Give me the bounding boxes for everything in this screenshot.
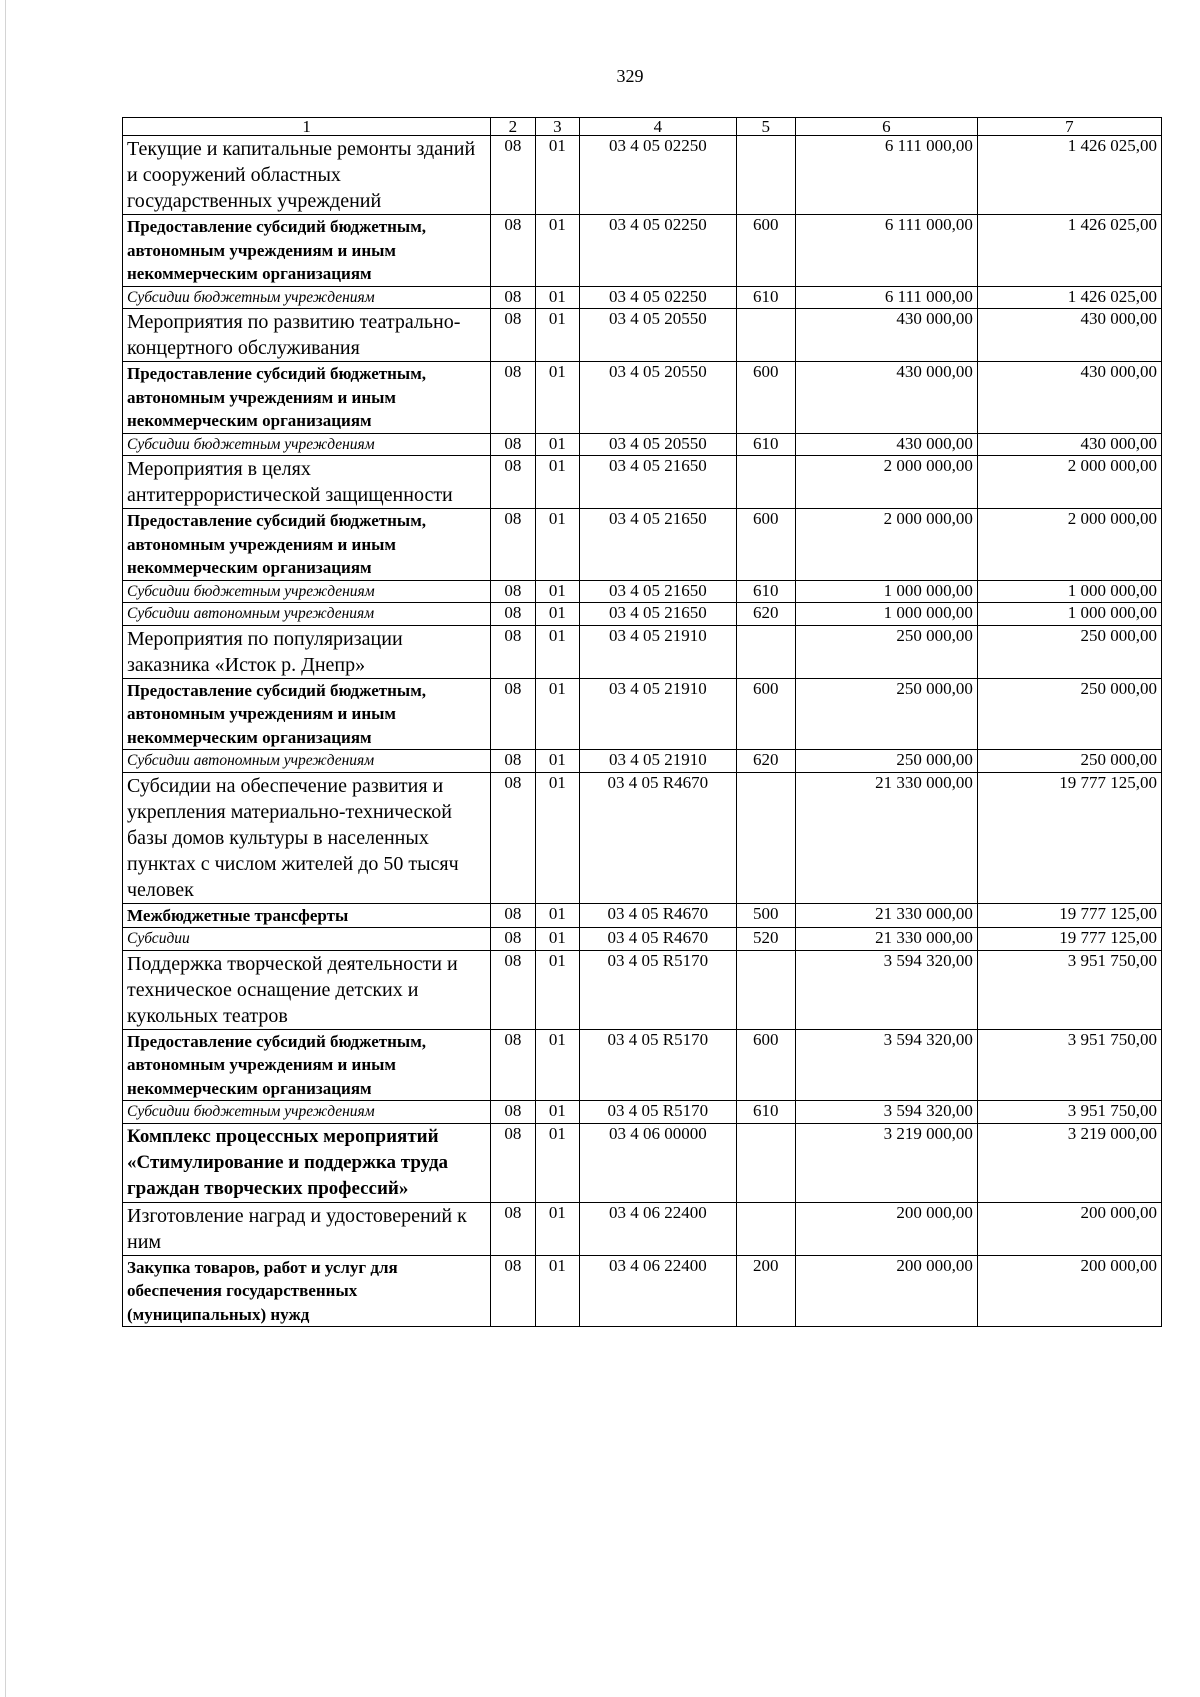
row-name-cell: Мероприятия в целях антитеррористической защищенности bbox=[123, 456, 491, 509]
expense-type-cell: 600 bbox=[736, 215, 795, 287]
expense-type-cell: 500 bbox=[736, 903, 795, 928]
amount-year-1-cell: 1 000 000,00 bbox=[795, 580, 977, 603]
table-row bbox=[123, 215, 1162, 287]
target-article-cell: 03 4 05 21650 bbox=[580, 603, 737, 626]
target-article-cell: 03 4 05 02250 bbox=[580, 136, 737, 215]
page-number: 329 bbox=[616, 66, 644, 86]
amount-year-1-cell: 21 330 000,00 bbox=[795, 772, 977, 903]
expense-type-cell: 600 bbox=[736, 362, 795, 434]
table-row bbox=[123, 603, 1162, 626]
row-name-cell: Комплекс процессных мероприятий «Стимулирование и поддержка труда граждан творческих профессий» bbox=[123, 1123, 491, 1202]
expense-type-cell bbox=[736, 772, 795, 903]
subsection-cell: 01 bbox=[535, 625, 579, 678]
target-article-cell: 03 4 05 R4670 bbox=[580, 928, 737, 951]
subsection-cell: 01 bbox=[535, 433, 579, 456]
row-name-cell: Изготовление наград и удостоверений к ним bbox=[123, 1202, 491, 1255]
amount-year-1-cell: 3 594 320,00 bbox=[795, 950, 977, 1029]
expense-type-cell: 610 bbox=[736, 1101, 795, 1124]
target-article-cell: 03 4 05 20550 bbox=[580, 362, 737, 434]
expense-type-cell bbox=[736, 1123, 795, 1202]
table-row bbox=[123, 928, 1162, 951]
amount-year-1-cell: 1 000 000,00 bbox=[795, 603, 977, 626]
section-cell: 08 bbox=[491, 928, 535, 951]
row-name-cell: Поддержка творческой деятельности и техническое оснащение детских и кукольных театров bbox=[123, 950, 491, 1029]
subsection-cell: 01 bbox=[535, 362, 579, 434]
expense-type-cell: 610 bbox=[736, 286, 795, 309]
target-article-cell: 03 4 05 R5170 bbox=[580, 1029, 737, 1101]
row-name-cell: Мероприятия по популяризации заказника «Исток р. Днепр» bbox=[123, 625, 491, 678]
amount-year-1-cell: 430 000,00 bbox=[795, 433, 977, 456]
amount-year-2-cell: 3 951 750,00 bbox=[977, 950, 1161, 1029]
expense-type-cell: 620 bbox=[736, 603, 795, 626]
expense-type-cell: 610 bbox=[736, 433, 795, 456]
expense-type-cell: 600 bbox=[736, 1029, 795, 1101]
amount-year-2-cell: 1 000 000,00 bbox=[977, 603, 1161, 626]
amount-year-2-cell: 1 426 025,00 bbox=[977, 215, 1161, 287]
column-header: 5 bbox=[736, 118, 795, 136]
subsection-cell: 01 bbox=[535, 309, 579, 362]
amount-year-1-cell: 250 000,00 bbox=[795, 750, 977, 773]
subsection-cell: 01 bbox=[535, 678, 579, 750]
target-article-cell: 03 4 06 00000 bbox=[580, 1123, 737, 1202]
target-article-cell: 03 4 05 21650 bbox=[580, 509, 737, 581]
table-row bbox=[123, 580, 1162, 603]
amount-year-2-cell: 1 426 025,00 bbox=[977, 136, 1161, 215]
column-header: 3 bbox=[535, 118, 579, 136]
table-row bbox=[123, 678, 1162, 750]
target-article-cell: 03 4 05 20550 bbox=[580, 433, 737, 456]
amount-year-1-cell: 430 000,00 bbox=[795, 309, 977, 362]
amount-year-1-cell: 250 000,00 bbox=[795, 625, 977, 678]
amount-year-2-cell: 200 000,00 bbox=[977, 1255, 1161, 1327]
expense-type-cell: 600 bbox=[736, 678, 795, 750]
table-row bbox=[123, 362, 1162, 434]
row-name-cell: Субсидии бюджетным учреждениям bbox=[123, 580, 491, 603]
expense-type-cell: 520 bbox=[736, 928, 795, 951]
column-header: 1 bbox=[123, 118, 491, 136]
target-article-cell: 03 4 05 R4670 bbox=[580, 903, 737, 928]
amount-year-2-cell: 200 000,00 bbox=[977, 1202, 1161, 1255]
subsection-cell: 01 bbox=[535, 136, 579, 215]
amount-year-1-cell: 3 594 320,00 bbox=[795, 1029, 977, 1101]
section-cell: 08 bbox=[491, 433, 535, 456]
target-article-cell: 03 4 05 02250 bbox=[580, 286, 737, 309]
target-article-cell: 03 4 05 R5170 bbox=[580, 950, 737, 1029]
subsection-cell: 01 bbox=[535, 1255, 579, 1327]
table-row bbox=[123, 1123, 1162, 1202]
section-cell: 08 bbox=[491, 509, 535, 581]
table-row bbox=[123, 136, 1162, 215]
expense-type-cell bbox=[736, 950, 795, 1029]
row-name-cell: Субсидии автономным учреждениям bbox=[123, 750, 491, 773]
target-article-cell: 03 4 05 21910 bbox=[580, 750, 737, 773]
amount-year-1-cell: 6 111 000,00 bbox=[795, 286, 977, 309]
amount-year-2-cell: 19 777 125,00 bbox=[977, 772, 1161, 903]
table-row bbox=[123, 950, 1162, 1029]
subsection-cell: 01 bbox=[535, 750, 579, 773]
row-name-cell: Мероприятия по развитию театрально-концертного обслуживания bbox=[123, 309, 491, 362]
budget-table bbox=[122, 117, 1162, 1327]
row-name-cell: Субсидии автономным учреждениям bbox=[123, 603, 491, 626]
table-row bbox=[123, 456, 1162, 509]
section-cell: 08 bbox=[491, 309, 535, 362]
amount-year-2-cell: 19 777 125,00 bbox=[977, 928, 1161, 951]
column-header: 6 bbox=[795, 118, 977, 136]
row-name-cell: Закупка товаров, работ и услуг для обеспечения государственных (муниципальных) нужд bbox=[123, 1255, 491, 1327]
subsection-cell: 01 bbox=[535, 580, 579, 603]
expense-type-cell: 600 bbox=[736, 509, 795, 581]
table-row bbox=[123, 1101, 1162, 1124]
row-name-cell: Субсидии на обеспечение развития и укрепления материально-технической базы домов культуры в населенных пунктах с числом жителей до 50 тысяч человек bbox=[123, 772, 491, 903]
row-name-cell: Текущие и капитальные ремонты зданий и сооружений областных государственных учреждений bbox=[123, 136, 491, 215]
section-cell: 08 bbox=[491, 1123, 535, 1202]
row-name-cell: Предоставление субсидий бюджетным, автономным учреждениям и иным некоммерческим организациям bbox=[123, 1029, 491, 1101]
target-article-cell: 03 4 05 R4670 bbox=[580, 772, 737, 903]
expense-type-cell: 200 bbox=[736, 1255, 795, 1327]
table-row bbox=[123, 1029, 1162, 1101]
target-article-cell: 03 4 05 02250 bbox=[580, 215, 737, 287]
table-body bbox=[123, 136, 1162, 1327]
amount-year-2-cell: 1 000 000,00 bbox=[977, 580, 1161, 603]
expense-type-cell bbox=[736, 1202, 795, 1255]
section-cell: 08 bbox=[491, 750, 535, 773]
section-cell: 08 bbox=[491, 286, 535, 309]
target-article-cell: 03 4 05 20550 bbox=[580, 309, 737, 362]
expense-type-cell bbox=[736, 456, 795, 509]
subsection-cell: 01 bbox=[535, 1123, 579, 1202]
amount-year-1-cell: 250 000,00 bbox=[795, 678, 977, 750]
section-cell: 08 bbox=[491, 456, 535, 509]
table-row bbox=[123, 286, 1162, 309]
target-article-cell: 03 4 05 21650 bbox=[580, 580, 737, 603]
expense-type-cell: 610 bbox=[736, 580, 795, 603]
row-name-cell: Предоставление субсидий бюджетным, автономным учреждениям и иным некоммерческим организациям bbox=[123, 678, 491, 750]
target-article-cell: 03 4 05 21910 bbox=[580, 678, 737, 750]
expense-type-cell bbox=[736, 625, 795, 678]
row-name-cell: Субсидии bbox=[123, 928, 491, 951]
row-name-cell: Субсидии бюджетным учреждениям bbox=[123, 286, 491, 309]
column-header: 7 bbox=[977, 118, 1161, 136]
section-cell: 08 bbox=[491, 603, 535, 626]
amount-year-2-cell: 3 951 750,00 bbox=[977, 1029, 1161, 1101]
subsection-cell: 01 bbox=[535, 603, 579, 626]
table-row bbox=[123, 1255, 1162, 1327]
amount-year-1-cell: 200 000,00 bbox=[795, 1202, 977, 1255]
subsection-cell: 01 bbox=[535, 215, 579, 287]
row-name-cell: Субсидии бюджетным учреждениям bbox=[123, 1101, 491, 1124]
section-cell: 08 bbox=[491, 772, 535, 903]
amount-year-1-cell: 6 111 000,00 bbox=[795, 215, 977, 287]
expense-type-cell: 620 bbox=[736, 750, 795, 773]
expense-type-cell bbox=[736, 309, 795, 362]
target-article-cell: 03 4 06 22400 bbox=[580, 1202, 737, 1255]
table-row bbox=[123, 509, 1162, 581]
section-cell: 08 bbox=[491, 580, 535, 603]
table-row bbox=[123, 1202, 1162, 1255]
amount-year-2-cell: 3 951 750,00 bbox=[977, 1101, 1161, 1124]
amount-year-2-cell: 19 777 125,00 bbox=[977, 903, 1161, 928]
section-cell: 08 bbox=[491, 678, 535, 750]
amount-year-2-cell: 2 000 000,00 bbox=[977, 456, 1161, 509]
row-name-cell: Межбюджетные трансферты bbox=[123, 903, 491, 928]
amount-year-1-cell: 21 330 000,00 bbox=[795, 928, 977, 951]
table-row bbox=[123, 625, 1162, 678]
table-row bbox=[123, 309, 1162, 362]
row-name-cell: Предоставление субсидий бюджетным, автономным учреждениям и иным некоммерческим организациям bbox=[123, 362, 491, 434]
amount-year-2-cell: 2 000 000,00 bbox=[977, 509, 1161, 581]
amount-year-1-cell: 3 594 320,00 bbox=[795, 1101, 977, 1124]
amount-year-1-cell: 2 000 000,00 bbox=[795, 509, 977, 581]
subsection-cell: 01 bbox=[535, 772, 579, 903]
target-article-cell: 03 4 05 R5170 bbox=[580, 1101, 737, 1124]
amount-year-2-cell: 250 000,00 bbox=[977, 625, 1161, 678]
table-row bbox=[123, 772, 1162, 903]
header-row bbox=[123, 118, 1162, 136]
amount-year-2-cell: 250 000,00 bbox=[977, 678, 1161, 750]
amount-year-2-cell: 430 000,00 bbox=[977, 433, 1161, 456]
expense-type-cell bbox=[736, 136, 795, 215]
amount-year-2-cell: 250 000,00 bbox=[977, 750, 1161, 773]
section-cell: 08 bbox=[491, 136, 535, 215]
target-article-cell: 03 4 05 21910 bbox=[580, 625, 737, 678]
subsection-cell: 01 bbox=[535, 1101, 579, 1124]
amount-year-1-cell: 3 219 000,00 bbox=[795, 1123, 977, 1202]
row-name-cell: Субсидии бюджетным учреждениям bbox=[123, 433, 491, 456]
row-name-cell: Предоставление субсидий бюджетным, автономным учреждениям и иным некоммерческим организациям bbox=[123, 215, 491, 287]
subsection-cell: 01 bbox=[535, 286, 579, 309]
target-article-cell: 03 4 05 21650 bbox=[580, 456, 737, 509]
amount-year-1-cell: 200 000,00 bbox=[795, 1255, 977, 1327]
section-cell: 08 bbox=[491, 625, 535, 678]
section-cell: 08 bbox=[491, 215, 535, 287]
subsection-cell: 01 bbox=[535, 1029, 579, 1101]
section-cell: 08 bbox=[491, 903, 535, 928]
amount-year-1-cell: 2 000 000,00 bbox=[795, 456, 977, 509]
section-cell: 08 bbox=[491, 950, 535, 1029]
section-cell: 08 bbox=[491, 1101, 535, 1124]
subsection-cell: 01 bbox=[535, 1202, 579, 1255]
subsection-cell: 01 bbox=[535, 903, 579, 928]
subsection-cell: 01 bbox=[535, 509, 579, 581]
target-article-cell: 03 4 06 22400 bbox=[580, 1255, 737, 1327]
amount-year-2-cell: 1 426 025,00 bbox=[977, 286, 1161, 309]
column-header: 4 bbox=[580, 118, 737, 136]
subsection-cell: 01 bbox=[535, 950, 579, 1029]
row-name-cell: Предоставление субсидий бюджетным, автономным учреждениям и иным некоммерческим организациям bbox=[123, 509, 491, 581]
subsection-cell: 01 bbox=[535, 928, 579, 951]
amount-year-1-cell: 21 330 000,00 bbox=[795, 903, 977, 928]
section-cell: 08 bbox=[491, 1255, 535, 1327]
amount-year-1-cell: 6 111 000,00 bbox=[795, 136, 977, 215]
amount-year-1-cell: 430 000,00 bbox=[795, 362, 977, 434]
amount-year-2-cell: 430 000,00 bbox=[977, 362, 1161, 434]
amount-year-2-cell: 430 000,00 bbox=[977, 309, 1161, 362]
table-row bbox=[123, 433, 1162, 456]
scan-margin-line bbox=[5, 0, 6, 1697]
amount-year-2-cell: 3 219 000,00 bbox=[977, 1123, 1161, 1202]
section-cell: 08 bbox=[491, 1202, 535, 1255]
table-row bbox=[123, 750, 1162, 773]
table-row bbox=[123, 903, 1162, 928]
section-cell: 08 bbox=[491, 1029, 535, 1101]
column-header: 2 bbox=[491, 118, 535, 136]
section-cell: 08 bbox=[491, 362, 535, 434]
subsection-cell: 01 bbox=[535, 456, 579, 509]
